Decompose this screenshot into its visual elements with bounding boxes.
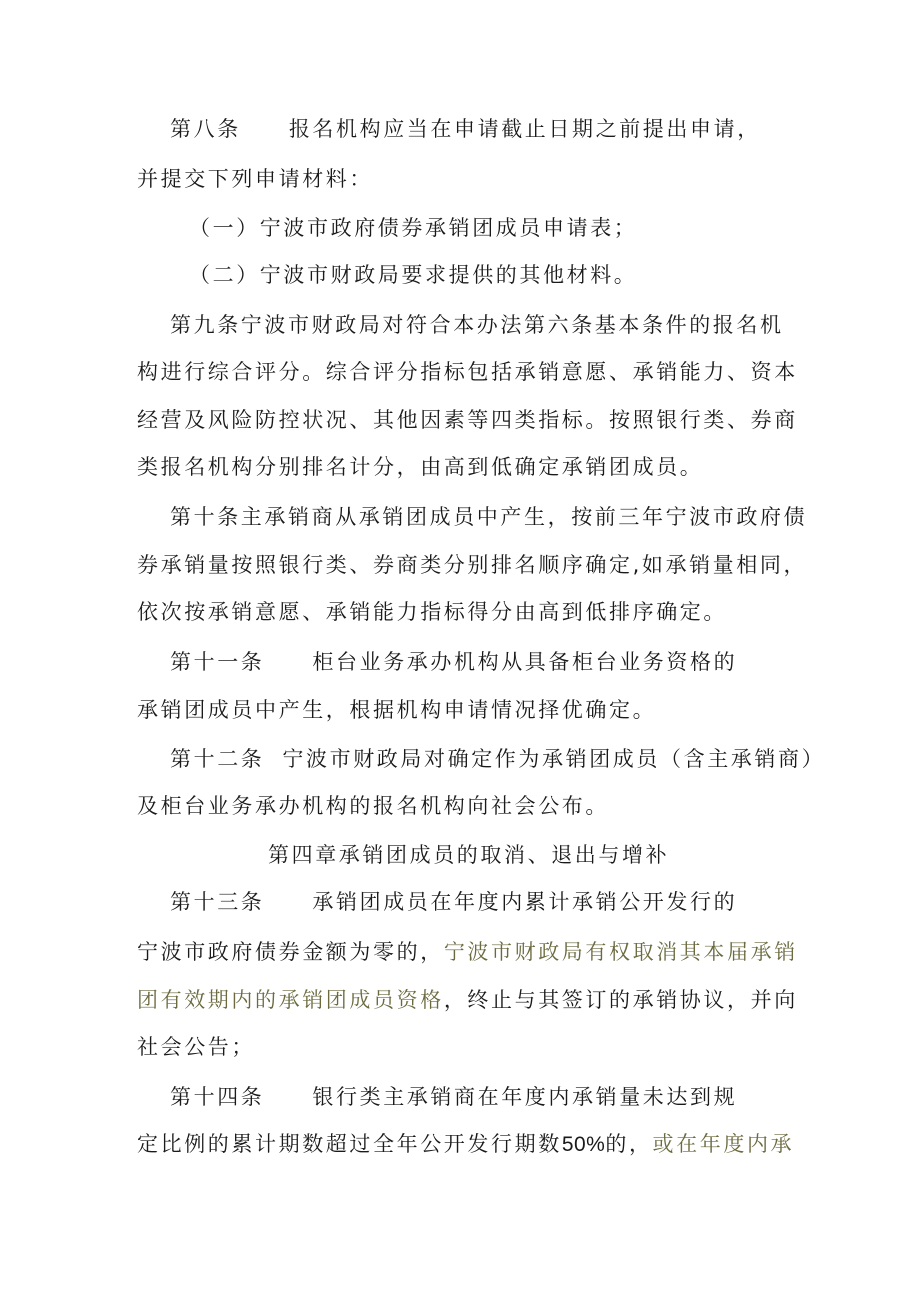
article-8-item-2: （二）宁波市财政局要求提供的其他材料。 bbox=[189, 263, 638, 287]
article-9-line-2: 构进行综合评分。综合评分指标包括承销意愿、承销能力、资本 bbox=[137, 360, 798, 384]
article-13-highlight-2: 宁波市财政局有权取消其本届承销 bbox=[443, 940, 798, 964]
article-8-line-2: 并提交下列申请材料： bbox=[137, 167, 373, 191]
article-14-heading: 第十四条 bbox=[170, 1085, 265, 1109]
article-11-heading: 第十一条 bbox=[170, 650, 265, 674]
article-11-text-1: 柜台业务承办机构从具备柜台业务资格的 bbox=[312, 650, 738, 674]
article-9-line-3: 经营及风险防控状况、其他因素等四类指标。按照银行类、券商 bbox=[137, 408, 798, 432]
article-14-text-2a: 定比例的累计期数超过全年公开发行期数 bbox=[137, 1132, 562, 1156]
article-12-line-1 bbox=[170, 744, 825, 774]
article-13-line-4: 社会公告； bbox=[137, 1035, 255, 1059]
article-8-item-1: （一）宁波市政府债券承销团成员申请表； bbox=[189, 216, 638, 240]
article-11-line-2: 承销团成员中产生，根据机构申请情况择优确定。 bbox=[137, 698, 657, 722]
article-14-line-2 bbox=[137, 1129, 794, 1160]
chapter-4-title: 第四章承销团成员的取消、退出与增补 bbox=[268, 843, 670, 867]
article-10-line-1: 第十条主承销商从承销团成员中产生，按前三年宁波市政府债 bbox=[170, 505, 808, 529]
article-10-line-2: 券承销量按照银行类、券商类分别排名顺序确定,如承销量相同， bbox=[137, 553, 808, 577]
article-14-line-1 bbox=[170, 1082, 737, 1112]
article-13-heading: 第十三条 bbox=[170, 890, 265, 914]
article-13-text-2a: 宁波市政府债券金额为零的， bbox=[137, 940, 444, 964]
article-12-heading: 第十二条 bbox=[170, 747, 265, 771]
article-13-line-2 bbox=[137, 937, 798, 967]
article-13-highlight-3: 团有效期内的承销团成员资格 bbox=[137, 988, 444, 1012]
article-11-line-1 bbox=[170, 647, 737, 677]
article-10-line-3: 依次按承销意愿、承销能力指标得分由高到低排序确定。 bbox=[137, 600, 727, 624]
article-12-text-1: 宁波市财政局对确定作为承销团成员（含主承销商） bbox=[282, 747, 826, 771]
article-9-line-1: 第九条宁波市财政局对符合本办法第六条基本条件的报名机 bbox=[170, 313, 784, 337]
article-8-text-1: 报名机构应当在申请截止日期之前提出申请， bbox=[288, 117, 761, 141]
article-14-highlight-2: 或在年度内承 bbox=[652, 1132, 795, 1156]
article-14-text-2b: 的， bbox=[605, 1132, 653, 1156]
article-13-line-1 bbox=[170, 887, 737, 917]
article-8-line-1 bbox=[170, 114, 761, 144]
article-12-line-2: 及柜台业务承办机构的报名机构向社会公布。 bbox=[137, 794, 609, 818]
article-13-line-3 bbox=[137, 985, 798, 1015]
article-13-text-3: ，终止与其签订的承销协议，并向 bbox=[443, 988, 798, 1012]
article-14-percent: 50% bbox=[561, 1133, 606, 1156]
article-9-line-4: 类报名机构分别排名计分，由高到低确定承销团成员。 bbox=[137, 455, 704, 479]
article-14-text-1: 银行类主承销商在年度内承销量未达到规 bbox=[312, 1085, 738, 1109]
article-13-text-1: 承销团成员在年度内累计承销公开发行的 bbox=[312, 890, 738, 914]
article-8-heading: 第八条 bbox=[170, 117, 241, 141]
